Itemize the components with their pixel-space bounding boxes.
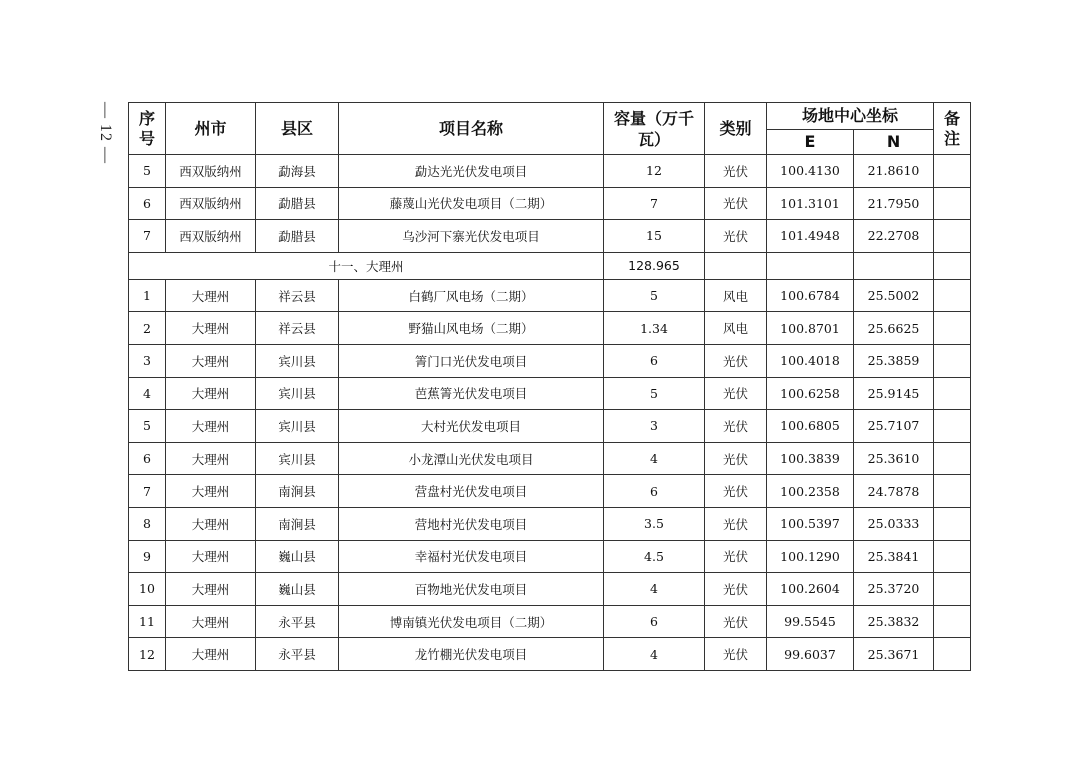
cell-project-name: 营地村光伏发电项目 — [339, 507, 604, 540]
cell-n: 25.3832 — [854, 605, 934, 638]
cell-county: 巍山县 — [256, 540, 339, 573]
cell-n: 21.7950 — [854, 187, 934, 220]
cell-seq: 6 — [129, 442, 166, 475]
cell-e: 100.4130 — [767, 155, 854, 188]
cell-capacity: 3 — [604, 410, 705, 443]
table-row — [129, 187, 971, 220]
cell-category: 风电 — [705, 279, 767, 312]
cell-e: 100.8701 — [767, 312, 854, 345]
header-project-name: 项目名称 — [339, 103, 604, 155]
group-remark — [934, 252, 971, 279]
cell-prefecture: 大理州 — [166, 605, 256, 638]
header-capacity: 容量（万千瓦） — [604, 103, 705, 155]
cell-category: 光伏 — [705, 344, 767, 377]
cell-e: 99.6037 — [767, 638, 854, 671]
cell-remark — [934, 605, 971, 638]
group-category — [705, 252, 767, 279]
cell-project-name: 营盘村光伏发电项目 — [339, 475, 604, 508]
cell-remark — [934, 410, 971, 443]
cell-category: 光伏 — [705, 220, 767, 253]
cell-remark — [934, 344, 971, 377]
cell-seq: 5 — [129, 155, 166, 188]
cell-prefecture: 大理州 — [166, 573, 256, 606]
cell-n: 25.9145 — [854, 377, 934, 410]
cell-capacity: 3.5 — [604, 507, 705, 540]
cell-capacity: 4 — [604, 638, 705, 671]
header-remark: 备注 — [934, 103, 971, 155]
cell-remark — [934, 442, 971, 475]
header-n: N — [854, 130, 934, 155]
cell-county: 南涧县 — [256, 475, 339, 508]
cell-county: 南涧县 — [256, 507, 339, 540]
page-number: — 12 — — [97, 102, 114, 164]
header-category: 类别 — [705, 103, 767, 155]
cell-capacity: 6 — [604, 344, 705, 377]
cell-seq: 6 — [129, 187, 166, 220]
cell-n: 25.7107 — [854, 410, 934, 443]
cell-e: 100.4018 — [767, 344, 854, 377]
cell-category: 光伏 — [705, 638, 767, 671]
cell-prefecture: 大理州 — [166, 377, 256, 410]
cell-project-name: 乌沙河下寨光伏发电项目 — [339, 220, 604, 253]
group-e — [767, 252, 854, 279]
cell-e: 100.6805 — [767, 410, 854, 443]
cell-prefecture: 西双版纳州 — [166, 220, 256, 253]
cell-n: 25.3671 — [854, 638, 934, 671]
cell-n: 21.8610 — [854, 155, 934, 188]
cell-e: 100.6784 — [767, 279, 854, 312]
table-row — [129, 312, 971, 345]
cell-county: 勐腊县 — [256, 220, 339, 253]
cell-county: 永平县 — [256, 605, 339, 638]
group-n — [854, 252, 934, 279]
cell-project-name: 箐门口光伏发电项目 — [339, 344, 604, 377]
cell-n: 25.3859 — [854, 344, 934, 377]
cell-project-name: 幸福村光伏发电项目 — [339, 540, 604, 573]
cell-n: 25.3610 — [854, 442, 934, 475]
cell-prefecture: 大理州 — [166, 540, 256, 573]
table-row — [129, 442, 971, 475]
cell-county: 勐海县 — [256, 155, 339, 188]
cell-remark — [934, 155, 971, 188]
cell-county: 祥云县 — [256, 279, 339, 312]
cell-remark — [934, 507, 971, 540]
cell-n: 25.3841 — [854, 540, 934, 573]
table-row — [129, 344, 971, 377]
cell-e: 101.4948 — [767, 220, 854, 253]
cell-seq: 5 — [129, 410, 166, 443]
cell-county: 宾川县 — [256, 410, 339, 443]
header-coords: 场地中心坐标 — [767, 103, 934, 130]
cell-capacity: 1.34 — [604, 312, 705, 345]
cell-e: 100.5397 — [767, 507, 854, 540]
cell-e: 101.3101 — [767, 187, 854, 220]
group-capacity: 128.965 — [604, 252, 705, 279]
cell-capacity: 4.5 — [604, 540, 705, 573]
cell-n: 25.5002 — [854, 279, 934, 312]
cell-prefecture: 大理州 — [166, 312, 256, 345]
cell-category: 光伏 — [705, 377, 767, 410]
cell-prefecture: 大理州 — [166, 638, 256, 671]
cell-project-name: 勐达光光伏发电项目 — [339, 155, 604, 188]
table-body-top — [129, 155, 971, 253]
cell-seq: 10 — [129, 573, 166, 606]
cell-county: 祥云县 — [256, 312, 339, 345]
cell-n: 25.6625 — [854, 312, 934, 345]
cell-capacity: 4 — [604, 442, 705, 475]
cell-category: 光伏 — [705, 573, 767, 606]
cell-project-name: 白鹤厂风电场（二期） — [339, 279, 604, 312]
cell-project-name: 博南镇光伏发电项目（二期） — [339, 605, 604, 638]
table-row — [129, 638, 971, 671]
cell-e: 100.6258 — [767, 377, 854, 410]
cell-category: 风电 — [705, 312, 767, 345]
cell-category: 光伏 — [705, 155, 767, 188]
cell-remark — [934, 573, 971, 606]
cell-seq: 7 — [129, 220, 166, 253]
cell-seq: 9 — [129, 540, 166, 573]
table-header — [129, 103, 971, 155]
cell-seq: 4 — [129, 377, 166, 410]
cell-prefecture: 大理州 — [166, 475, 256, 508]
cell-prefecture: 西双版纳州 — [166, 155, 256, 188]
cell-seq: 3 — [129, 344, 166, 377]
cell-prefecture: 大理州 — [166, 442, 256, 475]
cell-capacity: 5 — [604, 377, 705, 410]
cell-prefecture: 大理州 — [166, 279, 256, 312]
cell-e: 100.2358 — [767, 475, 854, 508]
cell-category: 光伏 — [705, 540, 767, 573]
project-table — [128, 102, 971, 671]
cell-n: 25.3720 — [854, 573, 934, 606]
cell-n: 25.0333 — [854, 507, 934, 540]
cell-e: 100.2604 — [767, 573, 854, 606]
table-row — [129, 507, 971, 540]
cell-remark — [934, 312, 971, 345]
cell-capacity: 15 — [604, 220, 705, 253]
cell-capacity: 12 — [604, 155, 705, 188]
header-county: 县区 — [256, 103, 339, 155]
cell-project-name: 芭蕉箐光伏发电项目 — [339, 377, 604, 410]
cell-seq: 12 — [129, 638, 166, 671]
cell-capacity: 7 — [604, 187, 705, 220]
cell-prefecture: 大理州 — [166, 344, 256, 377]
table-row — [129, 475, 971, 508]
table-row — [129, 377, 971, 410]
cell-capacity: 4 — [604, 573, 705, 606]
cell-seq: 8 — [129, 507, 166, 540]
table-body-bottom — [129, 279, 971, 670]
cell-category: 光伏 — [705, 605, 767, 638]
cell-remark — [934, 187, 971, 220]
cell-category: 光伏 — [705, 475, 767, 508]
cell-seq: 1 — [129, 279, 166, 312]
table-row — [129, 605, 971, 638]
cell-e: 100.3839 — [767, 442, 854, 475]
cell-category: 光伏 — [705, 507, 767, 540]
table-row — [129, 279, 971, 312]
cell-project-name: 野猫山风电场（二期） — [339, 312, 604, 345]
cell-seq: 11 — [129, 605, 166, 638]
group-label: 十一、大理州 — [129, 252, 604, 279]
cell-project-name: 小龙潭山光伏发电项目 — [339, 442, 604, 475]
cell-capacity: 6 — [604, 605, 705, 638]
cell-e: 100.1290 — [767, 540, 854, 573]
cell-remark — [934, 220, 971, 253]
group-section — [129, 252, 971, 279]
cell-county: 勐腊县 — [256, 187, 339, 220]
cell-seq: 7 — [129, 475, 166, 508]
cell-e: 99.5545 — [767, 605, 854, 638]
header-seq: 序号 — [129, 103, 166, 155]
cell-seq: 2 — [129, 312, 166, 345]
cell-category: 光伏 — [705, 410, 767, 443]
cell-remark — [934, 279, 971, 312]
table-row — [129, 220, 971, 253]
group-row — [129, 252, 971, 279]
cell-remark — [934, 638, 971, 671]
table-row — [129, 410, 971, 443]
cell-county: 宾川县 — [256, 442, 339, 475]
cell-capacity: 5 — [604, 279, 705, 312]
cell-n: 22.2708 — [854, 220, 934, 253]
cell-county: 永平县 — [256, 638, 339, 671]
table-row — [129, 540, 971, 573]
cell-capacity: 6 — [604, 475, 705, 508]
header-e: E — [767, 130, 854, 155]
cell-remark — [934, 540, 971, 573]
cell-project-name: 龙竹棚光伏发电项目 — [339, 638, 604, 671]
cell-remark — [934, 377, 971, 410]
cell-prefecture: 大理州 — [166, 507, 256, 540]
cell-remark — [934, 475, 971, 508]
table-row — [129, 573, 971, 606]
table-row — [129, 155, 971, 188]
cell-county: 宾川县 — [256, 344, 339, 377]
cell-county: 巍山县 — [256, 573, 339, 606]
cell-n: 24.7878 — [854, 475, 934, 508]
cell-category: 光伏 — [705, 187, 767, 220]
cell-project-name: 藤蔑山光伏发电项目（二期） — [339, 187, 604, 220]
cell-prefecture: 大理州 — [166, 410, 256, 443]
cell-project-name: 百物地光伏发电项目 — [339, 573, 604, 606]
cell-category: 光伏 — [705, 442, 767, 475]
cell-prefecture: 西双版纳州 — [166, 187, 256, 220]
cell-project-name: 大村光伏发电项目 — [339, 410, 604, 443]
cell-county: 宾川县 — [256, 377, 339, 410]
header-prefecture: 州市 — [166, 103, 256, 155]
